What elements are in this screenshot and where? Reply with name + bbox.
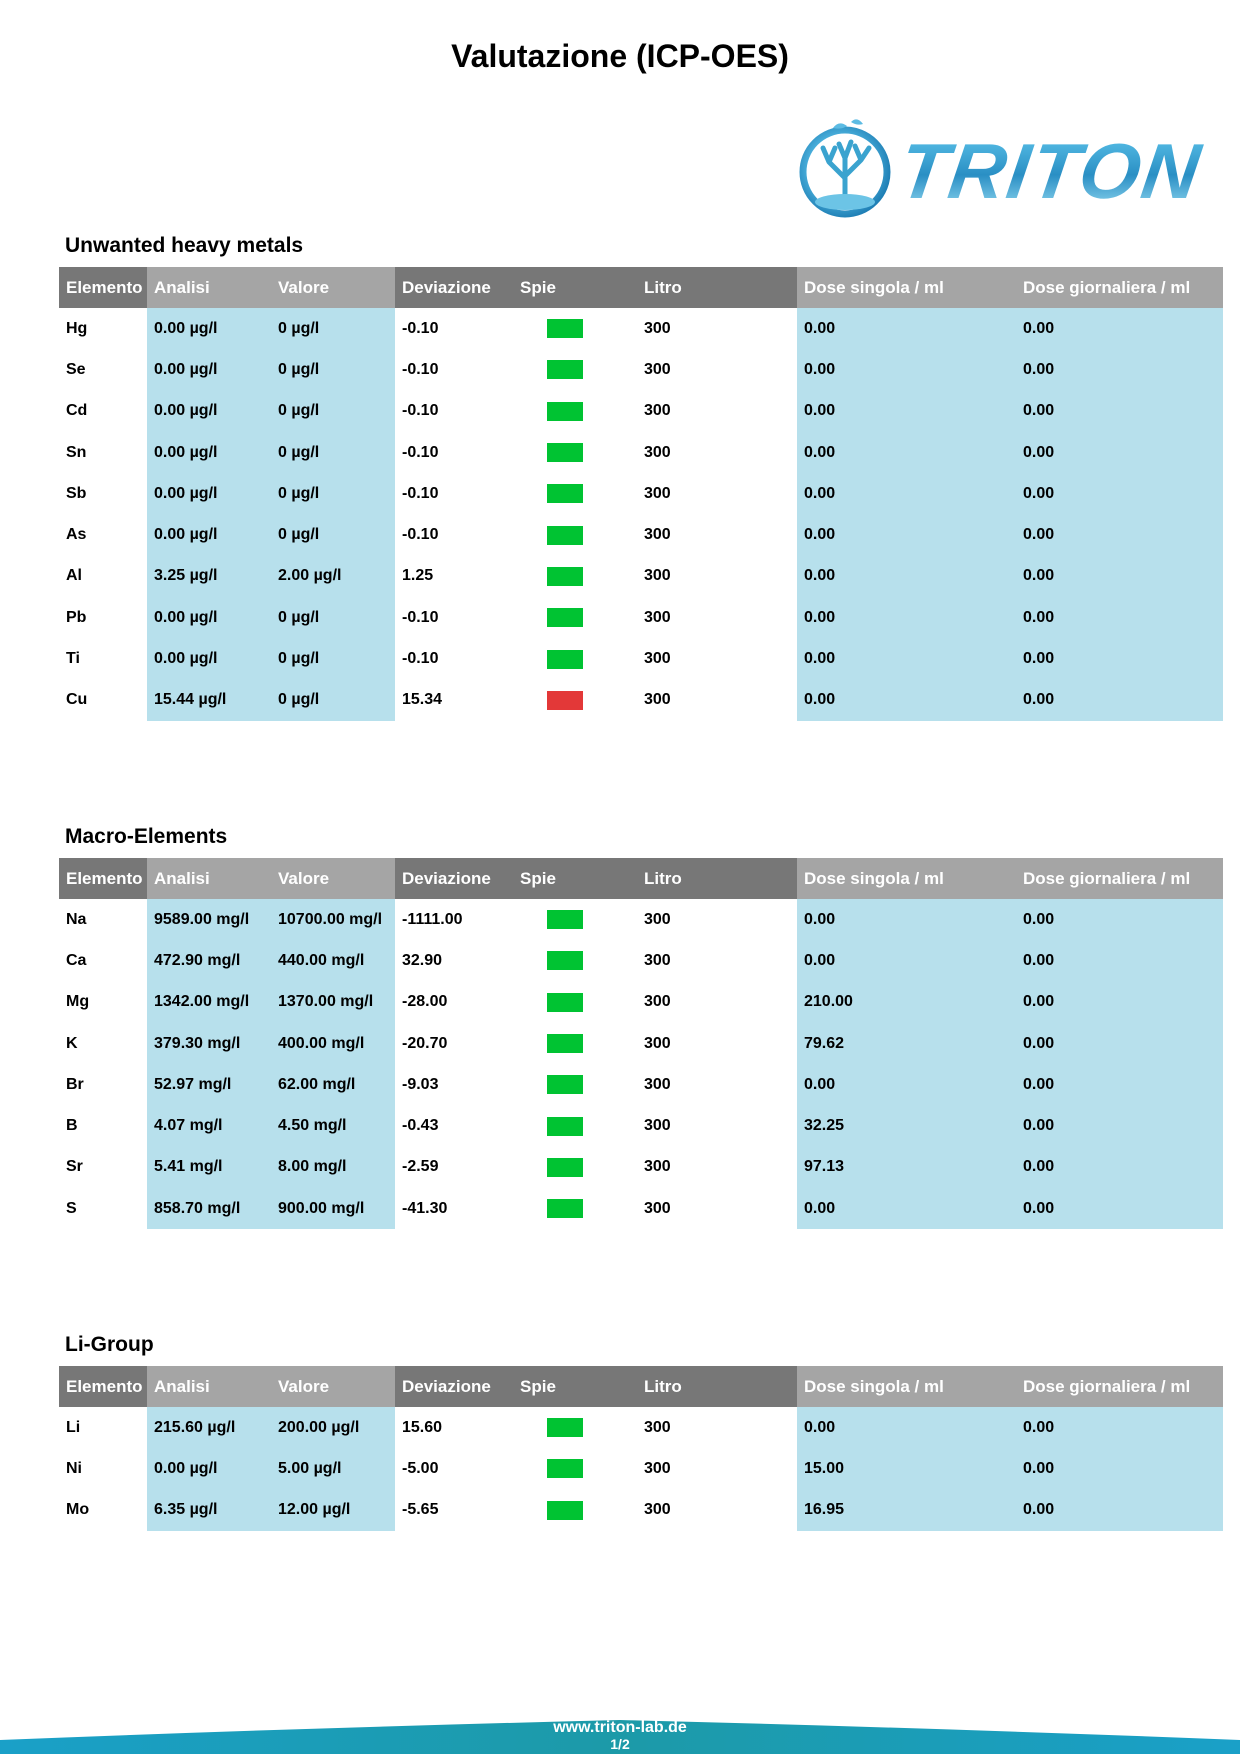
table-row <box>59 899 1223 940</box>
cell-valore: 0 µg/l <box>271 308 395 349</box>
table-row <box>59 1490 1223 1531</box>
col-valore: Valore <box>271 1366 395 1407</box>
table-row <box>59 1023 1223 1064</box>
cell-spie <box>513 391 637 432</box>
col-dose-giornaliera: Dose giornaliera / ml <box>1016 858 1223 899</box>
cell-analisi: 0.00 µg/l <box>147 514 271 555</box>
status-lamp-green <box>547 1459 583 1478</box>
cell-dose-giornaliera: 0.00 <box>1016 473 1223 514</box>
col-dose-singola: Dose singola / ml <box>797 267 1016 308</box>
status-lamp-green <box>547 993 583 1012</box>
table-row <box>59 1105 1223 1146</box>
cell-spie <box>513 514 637 555</box>
cell-dose-giornaliera: 0.00 <box>1016 1490 1223 1531</box>
col-dose-giornaliera: Dose giornaliera / ml <box>1016 267 1223 308</box>
cell-dose-singola: 0.00 <box>797 473 1016 514</box>
cell-elemento: Mo <box>66 1501 90 1519</box>
status-lamp-green <box>547 402 583 421</box>
results-table <box>59 858 1223 1229</box>
cell-dose-giornaliera: 0.00 <box>1016 1023 1223 1064</box>
cell-deviazione: -0.10 <box>402 650 439 668</box>
cell-deviazione: 15.34 <box>402 691 443 709</box>
cell-dose-giornaliera: 0.00 <box>1016 638 1223 679</box>
cell-litro: 300 <box>644 650 671 668</box>
cell-dose-giornaliera: 0.00 <box>1016 432 1223 473</box>
col-valore: Valore <box>271 267 395 308</box>
cell-spie <box>513 473 637 514</box>
coral-globe-icon <box>795 118 897 220</box>
col-analisi: Analisi <box>147 858 271 899</box>
cell-litro: 300 <box>644 526 671 544</box>
cell-dose-singola: 0.00 <box>797 940 1016 981</box>
cell-dose-giornaliera: 0.00 <box>1016 556 1223 597</box>
cell-spie <box>513 1147 637 1188</box>
cell-deviazione: -41.30 <box>402 1199 448 1217</box>
cell-litro: 300 <box>644 951 671 969</box>
cell-elemento: Sr <box>66 1158 83 1176</box>
cell-elemento: Se <box>66 360 86 378</box>
cell-litro: 300 <box>644 1459 671 1477</box>
cell-dose-giornaliera: 0.00 <box>1016 1147 1223 1188</box>
cell-litro: 300 <box>644 993 671 1011</box>
cell-dose-giornaliera: 0.00 <box>1016 1064 1223 1105</box>
col-elemento: Elemento <box>59 267 147 308</box>
col-elemento: Elemento <box>59 858 147 899</box>
cell-deviazione: 1.25 <box>402 567 434 585</box>
cell-analisi: 5.41 mg/l <box>147 1147 271 1188</box>
cell-dose-giornaliera: 0.00 <box>1016 597 1223 638</box>
col-litro: Litro <box>637 1366 797 1407</box>
cell-analisi: 0.00 µg/l <box>147 638 271 679</box>
table-row <box>59 1448 1223 1489</box>
footer-url[interactable]: www.triton-lab.de <box>553 1719 687 1736</box>
status-lamp-red <box>547 691 583 710</box>
cell-deviazione: -1111.00 <box>402 910 463 928</box>
status-lamp-green <box>547 1199 583 1218</box>
cell-dose-giornaliera: 0.00 <box>1016 514 1223 555</box>
cell-deviazione: -28.00 <box>402 993 448 1011</box>
col-analisi: Analisi <box>147 1366 271 1407</box>
cell-litro: 300 <box>644 443 671 461</box>
cell-dose-singola: 16.95 <box>797 1490 1016 1531</box>
col-litro: Litro <box>637 267 797 308</box>
cell-deviazione: -0.10 <box>402 443 439 461</box>
cell-litro: 300 <box>644 567 671 585</box>
triton-logo <box>795 118 1208 226</box>
cell-spie <box>513 1407 637 1448</box>
cell-elemento: S <box>66 1199 77 1217</box>
table-row <box>59 473 1223 514</box>
cell-analisi: 3.25 µg/l <box>147 556 271 597</box>
cell-deviazione: 15.60 <box>402 1418 443 1436</box>
cell-litro: 300 <box>644 484 671 502</box>
section-li-group <box>59 1330 1223 1531</box>
cell-valore: 12.00 µg/l <box>271 1490 395 1531</box>
cell-analisi: 0.00 µg/l <box>147 1448 271 1489</box>
col-spie: Spie <box>513 267 637 308</box>
col-dose-singola: Dose singola / ml <box>797 1366 1016 1407</box>
cell-elemento: Pb <box>66 608 87 626</box>
cell-valore: 8.00 mg/l <box>271 1147 395 1188</box>
cell-valore: 0 µg/l <box>271 514 395 555</box>
cell-analisi: 9589.00 mg/l <box>147 899 271 940</box>
cell-valore: 900.00 mg/l <box>271 1188 395 1229</box>
cell-dose-giornaliera: 0.00 <box>1016 308 1223 349</box>
col-deviazione: Deviazione <box>395 1366 513 1407</box>
cell-dose-singola: 0.00 <box>797 1188 1016 1229</box>
cell-deviazione: -0.10 <box>402 484 439 502</box>
cell-spie <box>513 1448 637 1489</box>
cell-valore: 0 µg/l <box>271 597 395 638</box>
cell-dose-giornaliera: 0.00 <box>1016 1188 1223 1229</box>
cell-dose-giornaliera: 0.00 <box>1016 1407 1223 1448</box>
cell-dose-singola: 0.00 <box>797 391 1016 432</box>
cell-valore: 5.00 µg/l <box>271 1448 395 1489</box>
cell-deviazione: -0.43 <box>402 1117 439 1135</box>
status-lamp-green <box>547 1501 583 1520</box>
table-row <box>59 1147 1223 1188</box>
cell-dose-singola: 0.00 <box>797 638 1016 679</box>
cell-elemento: Ni <box>66 1459 82 1477</box>
cell-spie <box>513 1188 637 1229</box>
cell-deviazione: -5.65 <box>402 1501 439 1519</box>
cell-litro: 300 <box>644 1199 671 1217</box>
cell-analisi: 4.07 mg/l <box>147 1105 271 1146</box>
cell-dose-singola: 0.00 <box>797 1064 1016 1105</box>
cell-valore: 4.50 mg/l <box>271 1105 395 1146</box>
cell-spie <box>513 432 637 473</box>
status-lamp-green <box>547 443 583 462</box>
section-title: Li-Group <box>65 1333 154 1356</box>
cell-deviazione: -0.10 <box>402 319 439 337</box>
cell-elemento: Mg <box>66 993 90 1011</box>
cell-analisi: 0.00 µg/l <box>147 597 271 638</box>
cell-deviazione: -9.03 <box>402 1075 439 1093</box>
cell-valore: 0 µg/l <box>271 473 395 514</box>
col-litro: Litro <box>637 858 797 899</box>
table-row <box>59 308 1223 349</box>
table-row <box>59 391 1223 432</box>
cell-elemento: Br <box>66 1075 84 1093</box>
status-lamp-green <box>547 1075 583 1094</box>
cell-dose-singola: 0.00 <box>797 1407 1016 1448</box>
cell-spie <box>513 308 637 349</box>
cell-analisi: 0.00 µg/l <box>147 349 271 390</box>
cell-dose-singola: 0.00 <box>797 556 1016 597</box>
cell-valore: 0 µg/l <box>271 680 395 721</box>
section-title: Macro-Elements <box>65 825 228 848</box>
cell-elemento: K <box>66 1034 78 1052</box>
status-lamp-green <box>547 1158 583 1177</box>
table-row <box>59 982 1223 1023</box>
table-row <box>59 514 1223 555</box>
cell-valore: 440.00 mg/l <box>271 940 395 981</box>
status-lamp-green <box>547 1117 583 1136</box>
cell-litro: 300 <box>644 1117 671 1135</box>
cell-dose-singola: 0.00 <box>797 597 1016 638</box>
cell-spie <box>513 899 637 940</box>
status-lamp-green <box>547 910 583 929</box>
cell-dose-singola: 97.13 <box>797 1147 1016 1188</box>
table-row <box>59 940 1223 981</box>
cell-elemento: Sb <box>66 484 87 502</box>
table-header <box>59 1366 1223 1407</box>
cell-elemento: B <box>66 1117 78 1135</box>
cell-valore: 400.00 mg/l <box>271 1023 395 1064</box>
status-lamp-green <box>547 484 583 503</box>
cell-deviazione: -2.59 <box>402 1158 439 1176</box>
cell-litro: 300 <box>644 1418 671 1436</box>
cell-dose-giornaliera: 0.00 <box>1016 680 1223 721</box>
section-macro-elements <box>59 822 1223 1229</box>
cell-dose-singola: 0.00 <box>797 308 1016 349</box>
cell-analisi: 0.00 µg/l <box>147 308 271 349</box>
cell-litro: 300 <box>644 319 671 337</box>
cell-litro: 300 <box>644 402 671 420</box>
cell-deviazione: -0.10 <box>402 360 439 378</box>
status-lamp-green <box>547 360 583 379</box>
table-row <box>59 349 1223 390</box>
status-lamp-green <box>547 319 583 338</box>
table-row <box>59 597 1223 638</box>
cell-dose-singola: 15.00 <box>797 1448 1016 1489</box>
cell-litro: 300 <box>644 1075 671 1093</box>
cell-dose-giornaliera: 0.00 <box>1016 982 1223 1023</box>
cell-litro: 300 <box>644 1501 671 1519</box>
table-row <box>59 556 1223 597</box>
cell-dose-singola: 210.00 <box>797 982 1016 1023</box>
cell-dose-singola: 0.00 <box>797 514 1016 555</box>
col-spie: Spie <box>513 858 637 899</box>
cell-analisi: 858.70 mg/l <box>147 1188 271 1229</box>
cell-deviazione: -0.10 <box>402 402 439 420</box>
cell-deviazione: -0.10 <box>402 608 439 626</box>
cell-analisi: 6.35 µg/l <box>147 1490 271 1531</box>
cell-analisi: 379.30 mg/l <box>147 1023 271 1064</box>
cell-elemento: Li <box>66 1418 81 1436</box>
cell-litro: 300 <box>644 1034 671 1052</box>
cell-elemento: Sn <box>66 443 87 461</box>
cell-dose-singola: 0.00 <box>797 680 1016 721</box>
cell-deviazione: -5.00 <box>402 1459 439 1477</box>
col-deviazione: Deviazione <box>395 858 513 899</box>
status-lamp-green <box>547 526 583 545</box>
cell-analisi: 0.00 µg/l <box>147 391 271 432</box>
cell-dose-giornaliera: 0.00 <box>1016 391 1223 432</box>
col-dose-singola: Dose singola / ml <box>797 858 1016 899</box>
table-header <box>59 267 1223 308</box>
cell-dose-giornaliera: 0.00 <box>1016 1448 1223 1489</box>
results-table <box>59 267 1223 721</box>
cell-analisi: 52.97 mg/l <box>147 1064 271 1105</box>
cell-elemento: Na <box>66 910 87 928</box>
cell-valore: 0 µg/l <box>271 432 395 473</box>
cell-dose-giornaliera: 0.00 <box>1016 899 1223 940</box>
col-spie: Spie <box>513 1366 637 1407</box>
cell-litro: 300 <box>644 1158 671 1176</box>
cell-valore: 2.00 µg/l <box>271 556 395 597</box>
col-valore: Valore <box>271 858 395 899</box>
cell-elemento: Hg <box>66 319 88 337</box>
cell-litro: 300 <box>644 910 671 928</box>
cell-valore: 200.00 µg/l <box>271 1407 395 1448</box>
status-lamp-green <box>547 608 583 627</box>
col-elemento: Elemento <box>59 1366 147 1407</box>
cell-analisi: 1342.00 mg/l <box>147 982 271 1023</box>
cell-dose-singola: 32.25 <box>797 1105 1016 1146</box>
col-dose-giornaliera: Dose giornaliera / ml <box>1016 1366 1223 1407</box>
cell-valore: 0 µg/l <box>271 638 395 679</box>
cell-spie <box>513 1105 637 1146</box>
section-title: Unwanted heavy metals <box>65 234 304 257</box>
cell-dose-giornaliera: 0.00 <box>1016 349 1223 390</box>
cell-valore: 0 µg/l <box>271 349 395 390</box>
cell-analisi: 0.00 µg/l <box>147 473 271 514</box>
cell-elemento: Ti <box>66 650 80 668</box>
status-lamp-green <box>547 951 583 970</box>
cell-deviazione: -0.10 <box>402 526 439 544</box>
status-lamp-green <box>547 650 583 669</box>
cell-analisi: 215.60 µg/l <box>147 1407 271 1448</box>
cell-spie <box>513 1490 637 1531</box>
cell-spie <box>513 597 637 638</box>
cell-elemento: Al <box>66 567 82 585</box>
cell-litro: 300 <box>644 608 671 626</box>
cell-spie <box>513 680 637 721</box>
cell-spie <box>513 556 637 597</box>
cell-litro: 300 <box>644 360 671 378</box>
cell-valore: 62.00 mg/l <box>271 1064 395 1105</box>
cell-dose-giornaliera: 0.00 <box>1016 1105 1223 1146</box>
cell-dose-giornaliera: 0.00 <box>1016 940 1223 981</box>
cell-spie <box>513 1023 637 1064</box>
table-row <box>59 432 1223 473</box>
table-row <box>59 1188 1223 1229</box>
results-table <box>59 1366 1223 1531</box>
cell-elemento: Cd <box>66 402 88 420</box>
table-row <box>59 1064 1223 1105</box>
page-title: Valutazione (ICP-OES) <box>451 38 789 74</box>
status-lamp-green <box>547 1034 583 1053</box>
cell-elemento: Cu <box>66 691 88 709</box>
cell-analisi: 15.44 µg/l <box>147 680 271 721</box>
section-heavy-metals <box>59 231 1223 721</box>
cell-litro: 300 <box>644 691 671 709</box>
cell-spie <box>513 349 637 390</box>
table-row <box>59 638 1223 679</box>
table-row <box>59 1407 1223 1448</box>
cell-valore: 0 µg/l <box>271 391 395 432</box>
cell-spie <box>513 940 637 981</box>
logo-text: TRITON <box>893 127 1208 215</box>
cell-deviazione: -20.70 <box>402 1034 448 1052</box>
status-lamp-green <box>547 1418 583 1437</box>
status-lamp-green <box>547 567 583 586</box>
cell-dose-singola: 79.62 <box>797 1023 1016 1064</box>
cell-deviazione: 32.90 <box>402 951 443 969</box>
cell-valore: 10700.00 mg/l <box>271 899 395 940</box>
cell-elemento: As <box>66 526 87 544</box>
cell-spie <box>513 982 637 1023</box>
col-deviazione: Deviazione <box>395 267 513 308</box>
table-header <box>59 858 1223 899</box>
cell-spie <box>513 1064 637 1105</box>
table-row <box>59 680 1223 721</box>
cell-dose-singola: 0.00 <box>797 899 1016 940</box>
cell-elemento: Ca <box>66 951 87 969</box>
cell-spie <box>513 638 637 679</box>
cell-valore: 1370.00 mg/l <box>271 982 395 1023</box>
cell-dose-singola: 0.00 <box>797 432 1016 473</box>
page-number: 1/2 <box>610 1736 630 1752</box>
col-analisi: Analisi <box>147 267 271 308</box>
cell-analisi: 472.90 mg/l <box>147 940 271 981</box>
cell-dose-singola: 0.00 <box>797 349 1016 390</box>
cell-analisi: 0.00 µg/l <box>147 432 271 473</box>
